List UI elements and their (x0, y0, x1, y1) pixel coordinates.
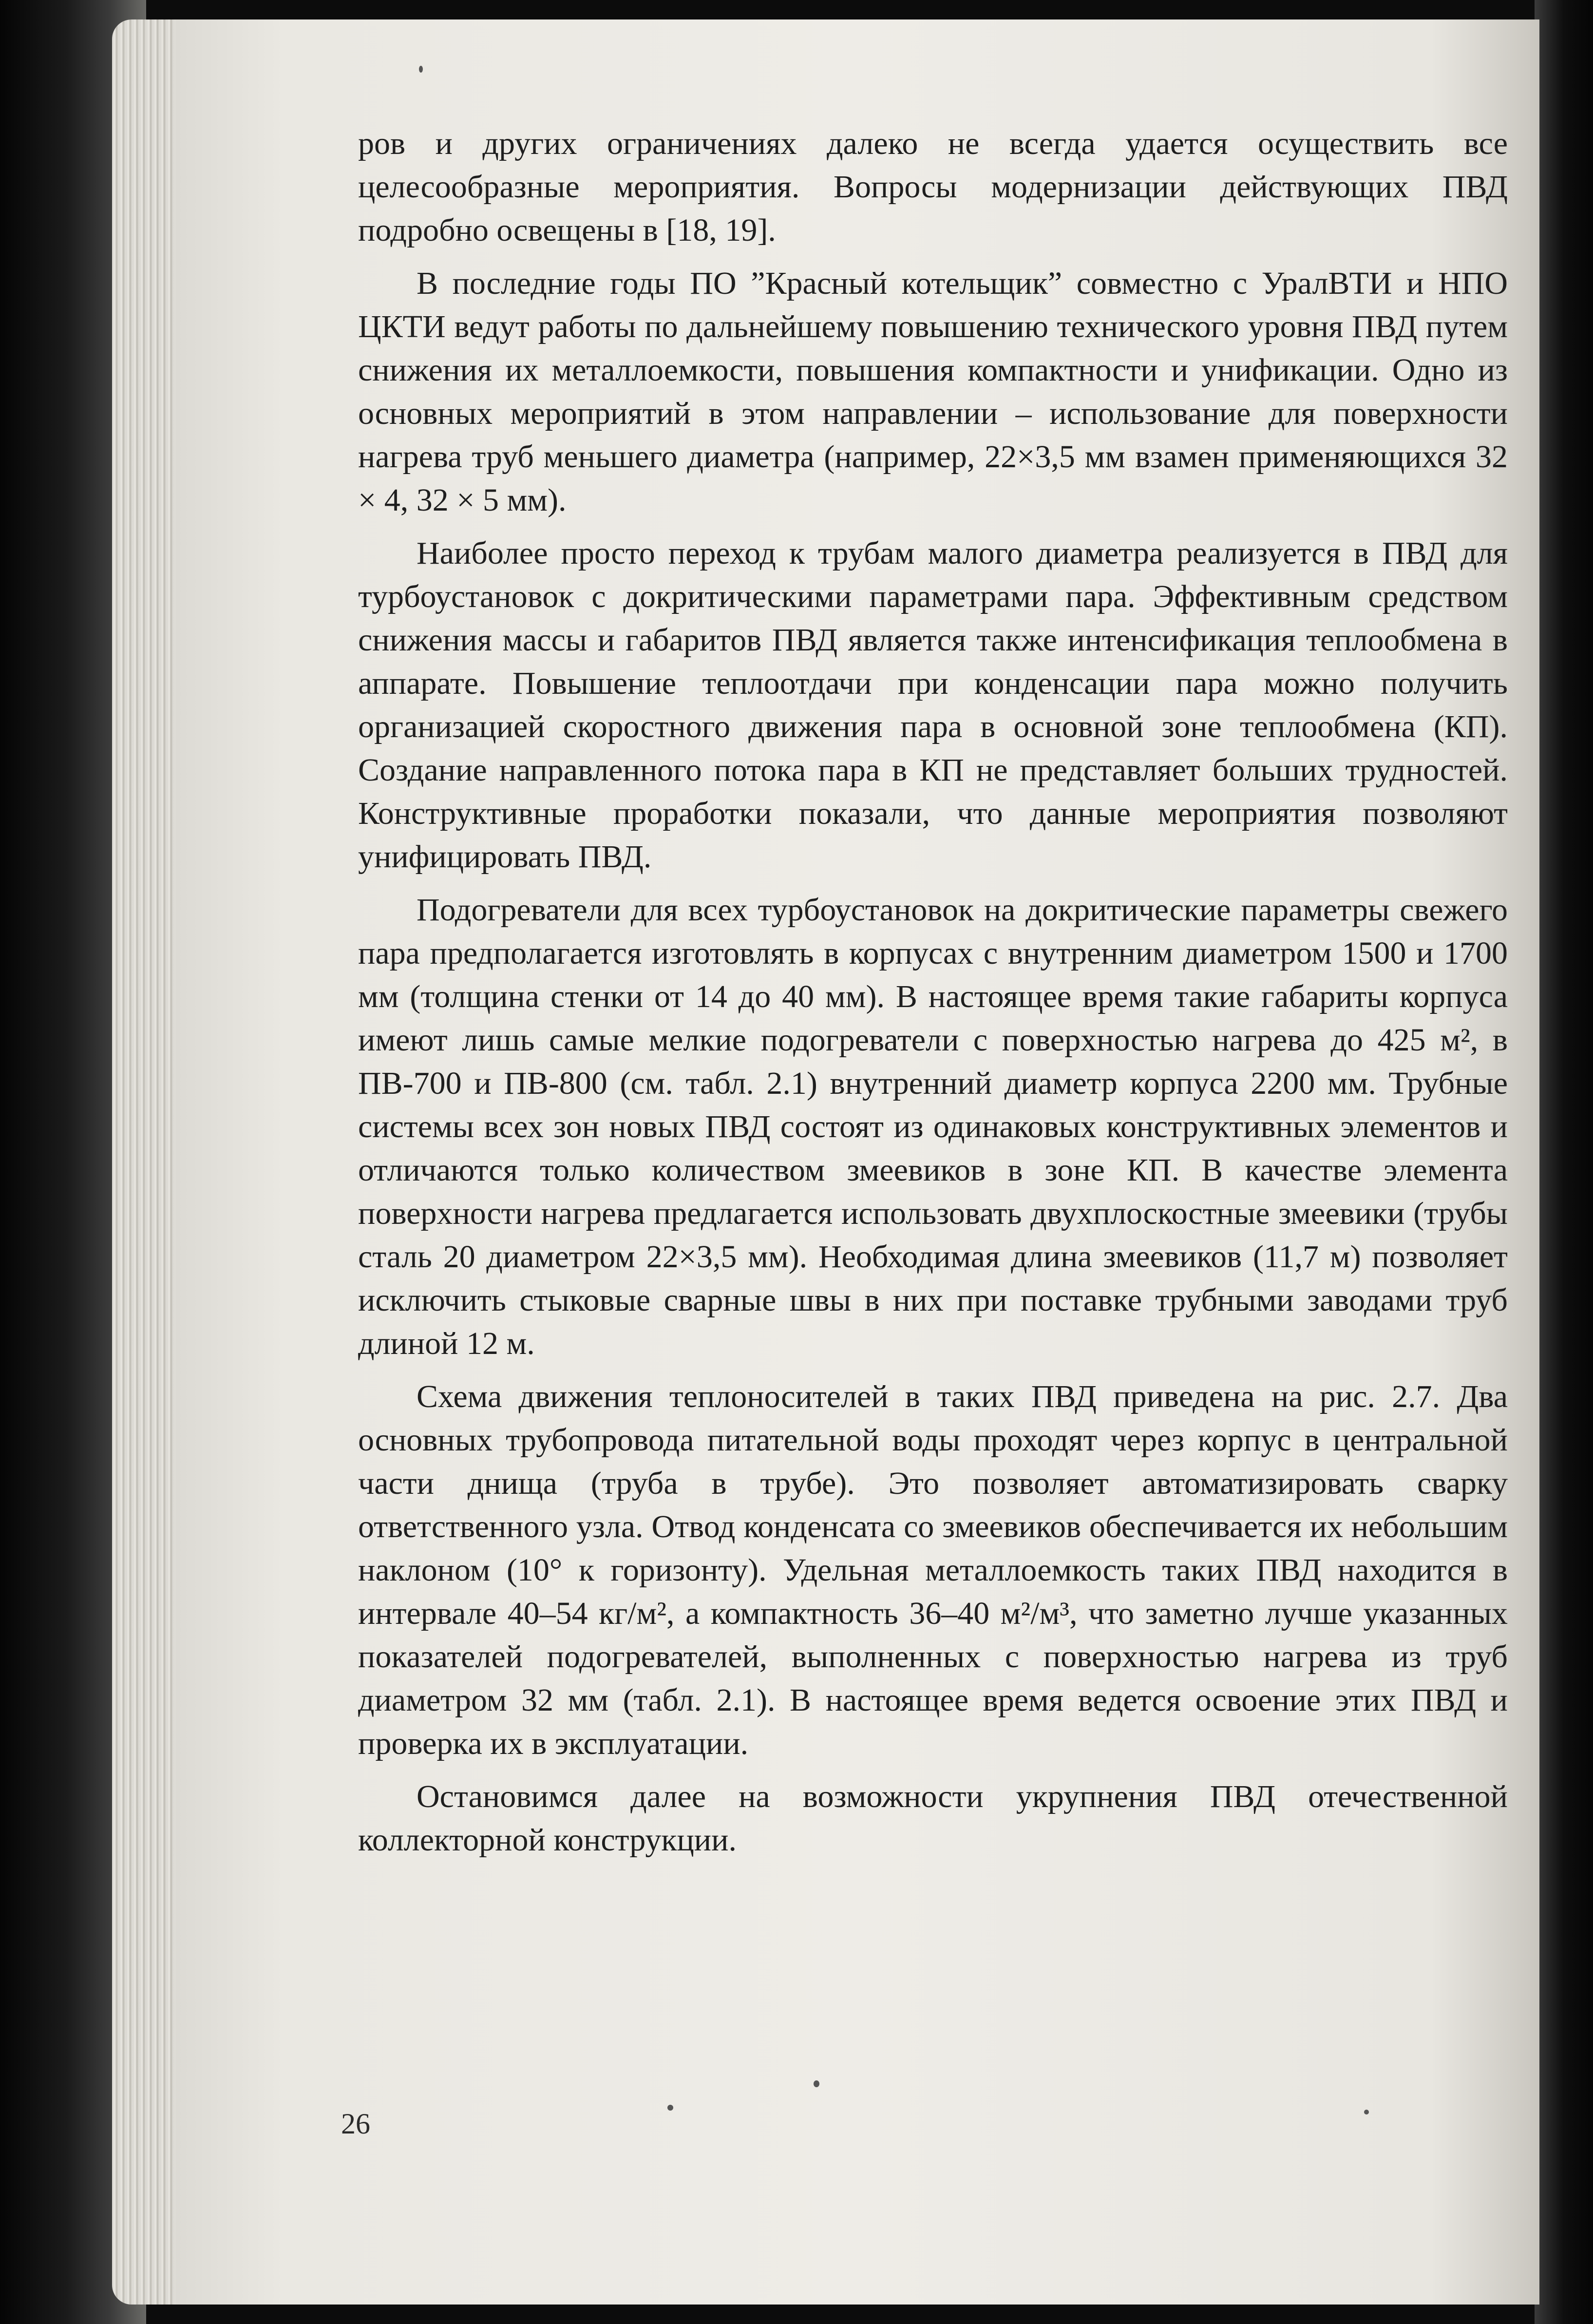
scan-speck (1364, 2110, 1369, 2114)
scan-speck (419, 66, 423, 73)
paragraph-6: Остановимся далее на возможности укрупнения ПВД отечественной коллекторной конструкции. (358, 1779, 1508, 1858)
book-page (175, 19, 1539, 2305)
page-number: 26 (341, 2108, 370, 2140)
scan-speck (814, 2080, 819, 2087)
paragraph-4: Подогреватели для всех турбоустановок на докритические параметры свежего пара предполагается изготовлять в корпусах с внутренним диаметром 1500 и 1700 мм (толщина стенки от 14 до 40 мм). В настоящее время такие габариты корпуса имеют лишь самые мелкие подогреватели с поверхностью нагрева до 425 м², в ПВ-700 и ПВ-800 (см. табл. 2.1) внутренний диаметр корпуса 2200 мм. Трубные системы всех зон новых ПВД состоят из одинаковых конструктивных элементов и отличаются только количеством змеевиков в зоне КП. В качестве элемента поверхности нагрева предлагается использовать двухплоскостные змеевики (трубы сталь 20 диаметром 22×3,5 мм). Необходимая длина змеевиков (11,7 м) позволяет исключить стыковые сварные швы в них при поставке трубными заводами труб длиной 12 м. (358, 892, 1508, 1361)
paragraph-3: Наиболее просто переход к трубам малого диаметра реализуется в ПВД для турбоустановок с докритическими параметрами пара. Эффективным средством снижения массы и габаритов ПВД является также интенсификация теплообмена в аппарате. Повышение теплоотдачи при конденсации пара можно получить организацией скоростного движения пара в основной зоне теплообмена (КП). Создание направленного потока пара в КП не представляет больших трудностей. Конструктивные проработки показали, что данные мероприятия позволяют унифицировать ПВД. (358, 535, 1508, 875)
paragraph-1: ров и других ограничениях далеко не всегда удается осуществить все целесообразные мероприятия. Вопросы модернизации действующих ПВД подробно освещены в [18, 19]. (358, 126, 1508, 248)
body-text (358, 122, 1508, 1871)
paragraph-2: В последние годы ПО ”Красный котельщик” совместно с УралВТИ и НПО ЦКТИ ведут работы по дальнейшему повышению технического уровня ПВД путем снижения их металлоемкости, повышения компактности и унификации. Одно из основных мероприятий в этом направлении – использование для поверхности нагрева труб меньшего диаметра (например, 22×3,5 мм взамен применяющихся 32 × 4, 32 × 5 мм). (358, 266, 1508, 518)
scan-speck (667, 2105, 673, 2111)
scan-right-edge (1535, 0, 1593, 2324)
paragraph-5: Схема движения теплоносителей в таких ПВД приведена на рис. 2.7. Два основных трубопровода питательной воды проходят через корпус в центральной части днища (труба в трубе). Это позволяет автоматизировать сварку ответственного узла. Отвод конденсата со змеевиков обеспечивается их небольшим наклоном (10° к горизонту). Удельная металлоемкость таких ПВД находится в интервале 40–54 кг/м², а компактность 36–40 м²/м³, что заметно лучше указанных показателей подогревателей, выполненных с поверхностью нагрева из труб диаметром 32 мм (табл. 2.1). В настоящее время ведется освоение этих ПВД и проверка их в эксплуатации. (358, 1379, 1508, 1761)
